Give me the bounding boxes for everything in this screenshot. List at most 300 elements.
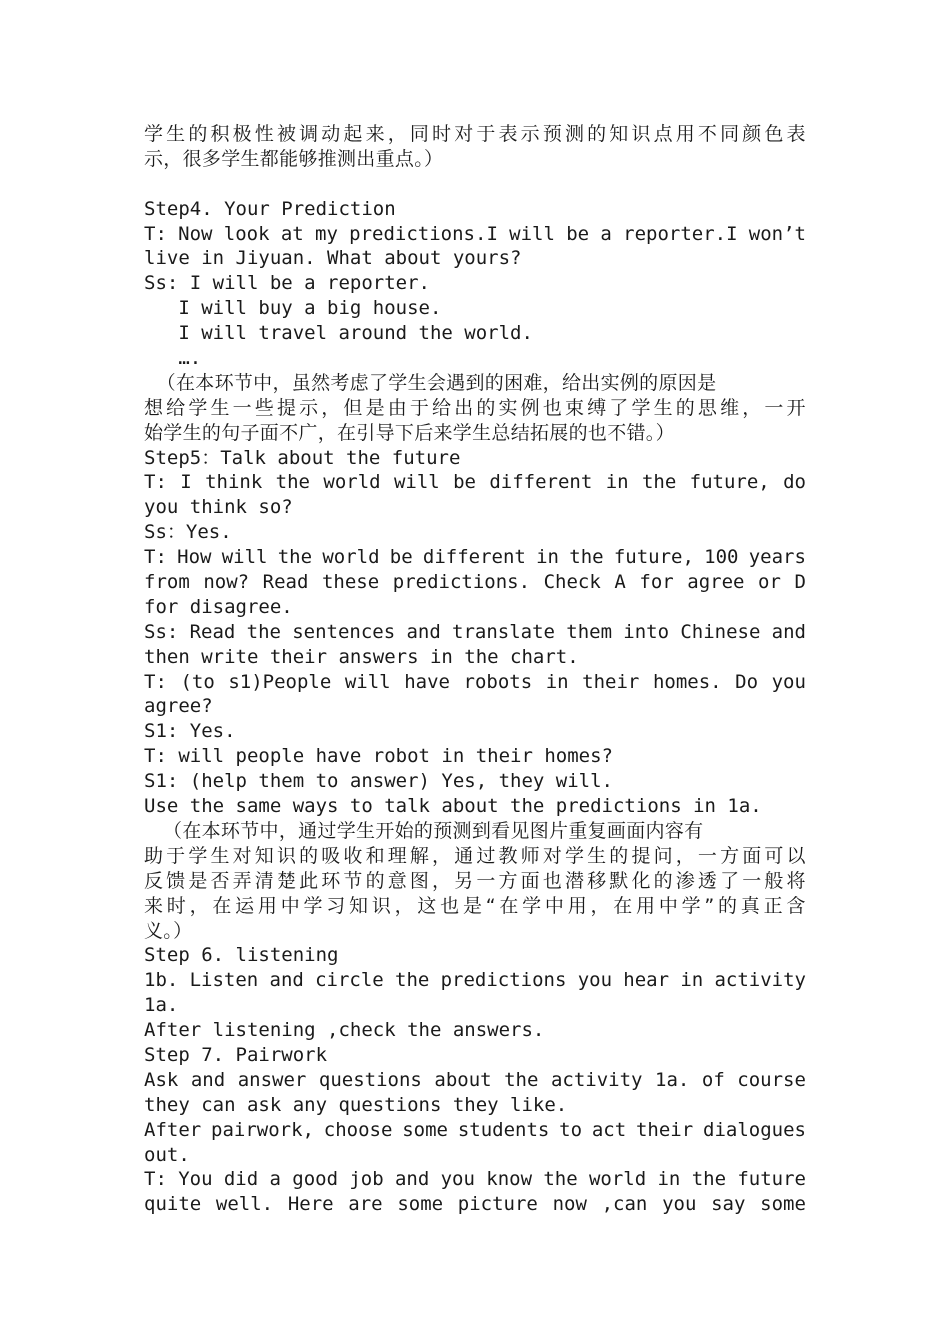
- text-char: 示: [299, 396, 319, 419]
- text-char: 弄: [232, 869, 252, 892]
- text-word: you: [771, 670, 806, 693]
- text-line: ….: [144, 347, 202, 370]
- text-word: ,can: [601, 1193, 648, 1216]
- text-line: [144, 1167, 806, 1192]
- text-line: [144, 222, 806, 247]
- text-word: the: [691, 1168, 727, 1191]
- text-line: S1: (help them to answer) Yes, they will.: [144, 770, 613, 793]
- text-line: [144, 470, 806, 495]
- blank-line: [144, 172, 806, 197]
- text-word: future,: [613, 546, 694, 569]
- text-word: A: [614, 571, 626, 594]
- text-char: 一: [764, 396, 784, 419]
- text-char: 例: [520, 396, 540, 419]
- text-char: 意: [387, 869, 408, 892]
- text-word: After: [144, 1118, 202, 1141]
- text-word: the: [246, 620, 281, 643]
- text-char: 提: [631, 844, 651, 867]
- text-char: 生: [166, 123, 186, 145]
- text-word: future,: [689, 471, 770, 494]
- text-line: Step 7. Pairwork: [144, 1043, 328, 1066]
- text-char: 提: [276, 396, 297, 419]
- text-word: the: [569, 546, 604, 569]
- text-char: 不: [697, 123, 718, 145]
- text-char: 识: [276, 844, 297, 867]
- text-line: 示，很多学生都能够推测出重点。）: [144, 147, 444, 170]
- text-char: 楚: [276, 869, 297, 892]
- text-word: you: [577, 969, 613, 992]
- text-char: 起: [343, 123, 363, 145]
- text-char: 面: [742, 844, 762, 867]
- text-word: T:: [144, 546, 167, 569]
- text-char: 学: [681, 894, 701, 917]
- text-line: S1: Yes.: [144, 720, 236, 743]
- text-char: 极: [232, 123, 252, 145]
- text-char: 节: [343, 869, 363, 892]
- text-char: 同: [409, 123, 430, 145]
- document-body: [144, 122, 806, 1217]
- text-char: 些: [254, 396, 275, 419]
- text-word: s1)People: [228, 670, 332, 693]
- text-line: （在本环节中，虽然考虑了学生会遇到的困难，给出实例的原因是: [144, 371, 717, 394]
- text-char: ，: [387, 123, 408, 145]
- text-char: 用: [675, 123, 696, 145]
- text-line: [144, 869, 806, 894]
- text-word: now?: [203, 571, 250, 594]
- text-word: the: [543, 1168, 578, 1191]
- text-char: 生: [210, 844, 230, 867]
- text-char: 吸: [321, 844, 341, 867]
- text-char: 以: [786, 844, 806, 867]
- text-char: 的: [365, 869, 385, 892]
- text-char: 另: [454, 869, 474, 892]
- text-word: my: [315, 222, 338, 245]
- text-word: to: [559, 1118, 583, 1141]
- text-line: [144, 396, 806, 421]
- text-word: Ask: [144, 1068, 179, 1091]
- text-word: in: [545, 670, 569, 693]
- text-word: world: [588, 1168, 647, 1191]
- text-word: say: [711, 1193, 746, 1216]
- text-word: job: [349, 1168, 384, 1191]
- text-char: 助: [144, 844, 164, 867]
- text-word: Ss:: [144, 620, 179, 643]
- text-char: 中: [280, 894, 300, 917]
- text-char: 了: [609, 396, 629, 419]
- text-char: 移: [587, 869, 607, 892]
- text-word: activity: [714, 969, 806, 992]
- text-char: 透: [697, 869, 718, 892]
- text-char: 动: [321, 123, 341, 145]
- text-word: a: [600, 222, 612, 245]
- text-word: Now: [178, 222, 213, 245]
- text-char: 的: [675, 396, 696, 419]
- text-char: 学: [522, 894, 542, 917]
- text-char: ，: [432, 844, 452, 867]
- text-word: choose: [323, 1118, 393, 1141]
- text-char: 于: [409, 396, 430, 419]
- text-char: 也: [542, 396, 563, 419]
- text-word: Do: [735, 670, 759, 693]
- text-word: won’t: [748, 222, 806, 245]
- text-line: 义。）: [144, 919, 193, 942]
- text-word: some: [402, 1118, 448, 1141]
- text-char: 学: [564, 844, 585, 867]
- text-char: 化: [631, 869, 651, 892]
- text-word: of: [701, 1068, 725, 1091]
- text-char: 般: [764, 869, 784, 892]
- text-word: and: [394, 1168, 430, 1191]
- text-line: agree?: [144, 695, 213, 718]
- text-word: you: [440, 1168, 475, 1191]
- text-line: [144, 670, 806, 695]
- text-word: good: [292, 1168, 339, 1191]
- text-char: 运: [235, 894, 255, 917]
- text-char: 习: [326, 894, 346, 917]
- text-char: 通: [454, 844, 474, 867]
- text-char: ，: [675, 844, 696, 867]
- text-word: in: [605, 471, 629, 494]
- text-line: [144, 968, 806, 993]
- text-word: future: [737, 1168, 806, 1191]
- text-word: their: [635, 1118, 694, 1141]
- text-char: 反: [144, 869, 164, 892]
- text-word: these: [321, 571, 380, 594]
- text-line: live in Jiyuan. What about yours?: [144, 247, 522, 270]
- text-char: 在: [613, 894, 633, 917]
- text-word: students: [457, 1118, 550, 1141]
- text-char: 缚: [587, 396, 607, 419]
- text-line: [144, 545, 806, 570]
- text-word: or: [758, 571, 781, 594]
- text-word: circle: [315, 969, 384, 992]
- text-word: 100: [704, 546, 739, 569]
- text-char: ，: [590, 894, 610, 917]
- text-word: are: [348, 1193, 383, 1216]
- text-char: 馈: [166, 869, 186, 892]
- text-word: will: [393, 471, 440, 494]
- text-line: I will buy a big house.: [144, 297, 442, 320]
- text-line: Step5：Talk about the future: [144, 446, 461, 469]
- text-word: you: [662, 1193, 697, 1216]
- text-word: be: [389, 546, 413, 569]
- text-word: act: [591, 1118, 627, 1141]
- text-char: 是: [462, 894, 483, 917]
- text-word: them: [566, 620, 613, 643]
- text-word: the: [641, 471, 677, 494]
- text-word: be: [453, 471, 476, 494]
- text-word: for: [639, 571, 674, 594]
- text-word: answer: [237, 1068, 307, 1091]
- text-word: some: [397, 1193, 444, 1216]
- text-char: 一: [476, 869, 496, 892]
- text-word: hear: [623, 969, 670, 992]
- text-word: picture: [457, 1193, 538, 1216]
- text-word: T:: [144, 670, 167, 693]
- text-char: 一: [697, 844, 718, 867]
- text-word: a: [269, 1168, 281, 1191]
- text-word: questions: [318, 1068, 422, 1091]
- text-char: 清: [254, 869, 275, 892]
- text-char: 也: [542, 869, 563, 892]
- text-char: 这: [417, 894, 437, 917]
- text-line: Step4. Your Prediction: [144, 197, 396, 220]
- text-word: 1a.: [655, 1068, 690, 1091]
- text-word: years: [748, 546, 806, 569]
- text-line: [144, 844, 806, 869]
- text-word: course: [737, 1068, 806, 1091]
- text-char: 想: [144, 396, 164, 419]
- text-char: 生: [653, 396, 673, 419]
- text-char: 表: [786, 123, 806, 145]
- text-word: Chinese: [680, 620, 761, 643]
- text-char: 开: [786, 396, 806, 419]
- text-char: 对: [232, 844, 252, 867]
- text-char: 一: [742, 869, 762, 892]
- text-char: 学: [144, 123, 164, 145]
- text-word: now: [552, 1193, 587, 1216]
- text-word: Here: [287, 1193, 334, 1216]
- text-char: 的: [718, 894, 738, 917]
- text-char: 性: [254, 123, 275, 145]
- text-char: 了: [720, 869, 740, 892]
- text-word: reporter.I: [623, 222, 738, 245]
- text-char: 中: [658, 894, 679, 917]
- text-char: 于: [166, 844, 186, 867]
- text-line: then write their answers in the chart.: [144, 645, 579, 668]
- text-char: 识: [371, 894, 392, 917]
- text-line: （在本环节中，通过学生开始的预测到看见图片重复画面内容有: [144, 819, 704, 842]
- text-word: and: [406, 620, 441, 643]
- text-line: Step 6. listening: [144, 944, 339, 967]
- text-char: 积: [210, 123, 230, 145]
- text-line: [144, 1068, 806, 1093]
- text-char: 色: [764, 123, 784, 145]
- text-line: I will travel around the world.: [144, 322, 533, 345]
- text-word: into: [623, 620, 670, 643]
- text-char: 一: [232, 396, 252, 419]
- text-word: 1b.: [144, 969, 179, 992]
- text-char: 理: [387, 844, 408, 867]
- text-char: 的: [188, 123, 208, 145]
- text-line: [144, 122, 806, 147]
- text-char: 出: [454, 396, 474, 419]
- text-word: the: [395, 969, 430, 992]
- text-word: How: [177, 546, 212, 569]
- text-char: 思: [697, 396, 718, 419]
- text-char: 由: [387, 396, 408, 419]
- text-char: 在: [212, 894, 232, 917]
- text-word: Read: [189, 620, 236, 643]
- text-char: 来: [144, 894, 164, 917]
- text-char: 是: [188, 869, 208, 892]
- text-word: different: [489, 471, 593, 494]
- text-word: different: [422, 546, 526, 569]
- text-char: 对: [542, 844, 563, 867]
- text-line: Use the same ways to talk about the predictions in 1a.: [144, 795, 762, 818]
- text-char: 同: [720, 123, 740, 145]
- text-word: be: [566, 222, 590, 245]
- text-char: ，: [394, 894, 414, 917]
- text-char: 但: [343, 396, 363, 419]
- text-char: 生: [210, 396, 230, 419]
- text-word: quite: [144, 1193, 202, 1216]
- text-line: out.: [144, 1143, 190, 1166]
- text-char: 方: [720, 844, 740, 867]
- text-line: 始学生的句子面不广，在引导下后来学生总结拓展的也不错。）: [144, 421, 675, 444]
- text-word: sentences: [292, 620, 396, 643]
- text-word: (to: [180, 670, 215, 693]
- text-word: agree: [687, 571, 745, 594]
- text-char: 可: [764, 844, 784, 867]
- text-char: ，: [742, 396, 762, 419]
- text-char: 潜: [564, 869, 585, 892]
- text-char: ，: [189, 894, 209, 917]
- text-char: 图: [409, 869, 430, 892]
- text-word: from: [144, 571, 190, 594]
- text-char: 实: [498, 396, 518, 419]
- text-char: 测: [564, 123, 585, 145]
- text-word: and: [771, 620, 806, 643]
- text-word: T:: [144, 222, 167, 245]
- text-char: 调: [299, 123, 319, 145]
- text-word: will: [344, 670, 391, 693]
- text-word: world: [323, 471, 381, 494]
- text-char: 将: [786, 869, 806, 892]
- text-char: 环: [321, 869, 341, 892]
- text-word: well.: [215, 1193, 274, 1216]
- text-char: 知: [609, 123, 629, 145]
- text-char: 于: [476, 123, 496, 145]
- text-word: world: [322, 546, 380, 569]
- text-word: pairwork,: [211, 1118, 314, 1141]
- text-char: 中: [544, 894, 565, 917]
- text-line: Ss：Yes.: [144, 521, 232, 544]
- text-char: 学: [303, 894, 323, 917]
- text-word: the: [504, 1068, 539, 1091]
- text-word: You: [178, 1168, 213, 1191]
- text-char: 否: [210, 869, 230, 892]
- text-char: 的: [609, 844, 629, 867]
- text-char: 在: [499, 894, 519, 917]
- text-word: the: [275, 471, 310, 494]
- text-char: 教: [498, 844, 518, 867]
- text-word: I: [180, 471, 192, 494]
- text-word: predictions: [440, 969, 567, 992]
- text-char: 收: [343, 844, 363, 867]
- text-line: [144, 570, 806, 595]
- text-char: 是: [365, 396, 385, 419]
- text-char: 学: [188, 844, 208, 867]
- text-char: 学: [188, 396, 208, 419]
- text-char: 的: [299, 844, 319, 867]
- text-char: 点: [653, 123, 673, 145]
- text-word: and: [190, 1068, 226, 1091]
- text-word: predictions.I: [349, 222, 498, 245]
- text-char: 用: [257, 894, 278, 917]
- text-word: Check: [543, 571, 601, 594]
- text-char: 知: [254, 844, 275, 867]
- text-char: 识: [631, 123, 651, 145]
- text-word: homes.: [652, 670, 722, 693]
- text-char: 知: [349, 894, 369, 917]
- text-char: 束: [564, 396, 585, 419]
- text-char: 维: [720, 396, 740, 419]
- text-word: T:: [144, 1168, 167, 1191]
- text-word: look: [223, 222, 270, 245]
- text-char: ”: [704, 894, 715, 917]
- text-char: 正: [763, 894, 783, 917]
- text-char: 渗: [675, 869, 696, 892]
- text-word: translate: [452, 620, 555, 643]
- text-char: 也: [440, 894, 460, 917]
- text-char: ，: [321, 396, 341, 419]
- text-char: 对: [454, 123, 474, 145]
- text-line: 1a.: [144, 994, 179, 1017]
- text-word: have: [404, 670, 450, 693]
- text-char: 的: [587, 123, 607, 145]
- text-char: 生: [587, 844, 607, 867]
- text-char: 来: [365, 123, 385, 145]
- text-char: 默: [609, 869, 629, 892]
- text-char: 的: [653, 869, 673, 892]
- text-word: activity: [550, 1068, 643, 1091]
- text-char: 此: [299, 869, 319, 892]
- text-char: 师: [520, 844, 540, 867]
- text-char: 用: [567, 894, 587, 917]
- text-word: T:: [144, 471, 167, 494]
- text-word: Listen: [189, 969, 259, 992]
- text-word: in: [536, 546, 559, 569]
- text-word: did: [223, 1168, 259, 1191]
- text-word: do: [783, 471, 806, 494]
- text-char: 预: [542, 123, 563, 145]
- text-line: for disagree.: [144, 595, 293, 618]
- text-word: and: [269, 969, 304, 992]
- text-char: 时: [166, 894, 187, 917]
- text-word: in: [680, 969, 704, 992]
- text-word: at: [280, 222, 304, 245]
- text-word: D: [794, 571, 806, 594]
- text-word: think: [205, 471, 263, 494]
- text-word: in: [657, 1168, 681, 1191]
- text-char: 给: [432, 396, 452, 419]
- text-char: 时: [432, 123, 452, 145]
- text-char: 的: [476, 396, 496, 419]
- text-char: 给: [166, 396, 186, 419]
- text-word: will: [509, 222, 555, 245]
- text-line: T: will people have robot in their homes?: [144, 745, 613, 768]
- text-word: will: [221, 546, 268, 569]
- text-char: “: [485, 894, 496, 917]
- text-word: some: [760, 1193, 806, 1216]
- text-word: dialogues: [703, 1118, 806, 1141]
- text-word: Read: [262, 571, 309, 594]
- text-line: [144, 894, 806, 919]
- text-line: After listening ,check the answers.: [144, 1019, 545, 1042]
- text-word: predictions.: [392, 571, 531, 594]
- text-char: 被: [276, 123, 297, 145]
- text-word: their: [582, 670, 640, 693]
- text-word: about: [434, 1068, 492, 1091]
- text-char: 方: [498, 869, 518, 892]
- text-word: the: [277, 546, 313, 569]
- text-line: Ss: I will be a reporter.: [144, 272, 430, 295]
- text-char: 问: [653, 844, 673, 867]
- text-word: know: [486, 1168, 533, 1191]
- text-char: ，: [432, 869, 452, 892]
- text-char: 解: [409, 844, 430, 867]
